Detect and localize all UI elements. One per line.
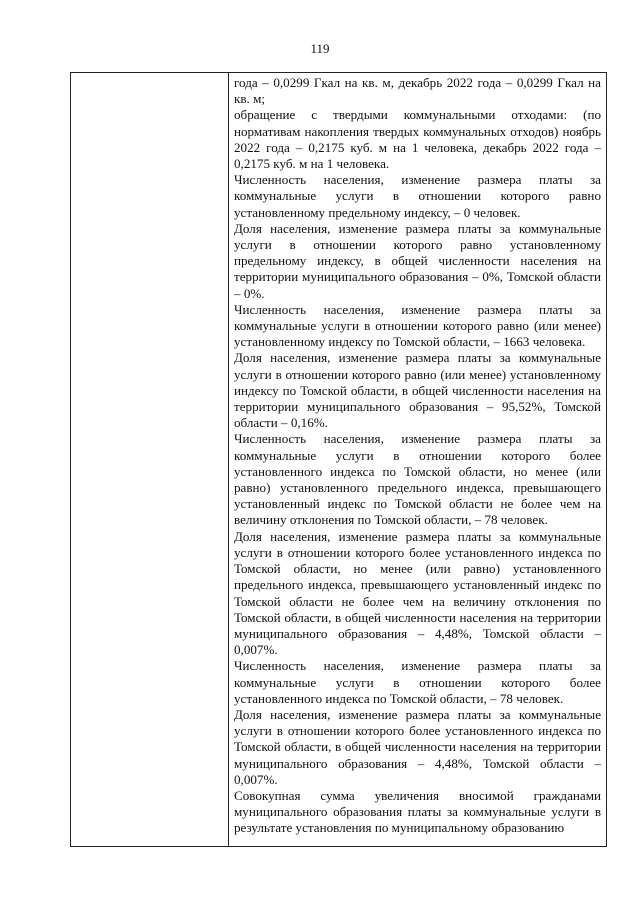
paragraph-share-equal-or-less-index: Доля населения, изменение размера платы за коммунальные услуги в отношении которого равно (или менее) установленному индексу по Томской области, в общей численности населения на территории муниципального образования – 95,52%, Томской области – 0,16%. [234, 350, 601, 431]
paragraph-share-above-index-within-deviation: Доля населения, изменение размера платы за коммунальные услуги в отношении которого более установленного индекса по Томской области, но менее (или равно) установленного предельного индекса, превышающего установленный индекс по Томской области не более чем на величину отклонения по Томской области, в общей численности населения на территории муниципального образования – 4,48%, Томской области – 0,007%. [234, 528, 601, 658]
paragraph-heat-norm-continuation: года – 0,0299 Гкал на кв. м, декабрь 2022 года – 0,0299 Гкал на кв. м; [234, 75, 601, 107]
paragraph-total-increase: Совокупная сумма увеличения вносимой гражданами муниципального образования платы за коммунальные услуги в результате установления по муниципальному образованию [234, 787, 601, 836]
paragraph-population-equal-limit: Численность населения, изменение размера платы за коммунальные услуги в отношении которого равно установленному предельному индексу, – 0 человек. [234, 172, 601, 220]
paragraph-share-equal-limit: Доля населения, изменение размера платы за коммунальные услуги в отношении которого равно установленному предельному индексу, в общей численности населения на территории муниципального образования – 0%, Томской области – 0%. [234, 220, 601, 301]
paragraph-share-above-index: Доля населения, изменение размера платы за коммунальные услуги в отношении которого более установленного индекса по Томской области, в общей численности населения на территории муниципального образования – 4,48%, Томской области – 0,007%. [234, 706, 601, 787]
paragraph-population-above-index: Численность населения, изменение размера платы за коммунальные услуги в отношении которого более установленного индекса по Томской области, – 78 человек. [234, 658, 601, 706]
paragraph-population-equal-or-less-index: Численность населения, изменение размера платы за коммунальные услуги в отношении которого равно (или менее) установленному индексу по Томской области, – 1663 человека. [234, 301, 601, 350]
paragraph-solid-waste-norm: обращение с твердыми коммунальными отходами: (по нормативам накопления твердых коммунальных отходов) ноябрь 2022 года – 0,2175 куб. м на 1 человека, декабрь 2022 года – 0,2175 куб. м на 1 человека. [234, 107, 601, 172]
table-left-cell [71, 73, 229, 846]
paragraph-population-above-index-within-deviation: Численность населения, изменение размера платы за коммунальные услуги в отношении которого более установленного индекса по Томской области, но менее (или равно) установленного предельного индекса, превышающего установленный индекс по Томской области не более чем на величину отклонения по Томской области, – 78 человек. [234, 431, 601, 528]
table-right-cell [229, 73, 606, 846]
document-table [70, 72, 607, 847]
page-number: 119 [310, 41, 330, 56]
